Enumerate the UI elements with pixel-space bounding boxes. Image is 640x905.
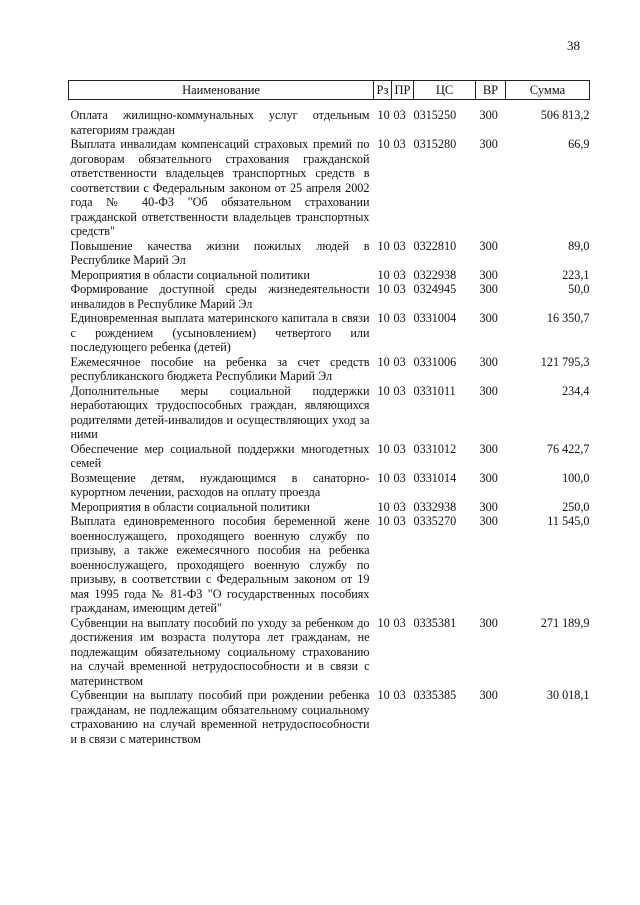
row-cs: 0315250 xyxy=(413,108,457,122)
table-row xyxy=(69,239,590,268)
row-sum: 121 795,3 xyxy=(540,354,590,369)
row-vr: 300 xyxy=(479,354,498,369)
row-vr: 300 xyxy=(479,688,498,702)
row-sum: 76 422,7 xyxy=(546,441,590,456)
row-cs: 0335381 xyxy=(413,615,457,630)
row-vr: 300 xyxy=(479,282,498,296)
row-name: Возмещение детям, нуждающимся в санаторно-курортном лечении, расходов на оплату проезда xyxy=(70,470,370,499)
header-sum: Сумма xyxy=(506,81,590,100)
row-sum: 506 813,2 xyxy=(540,108,590,122)
row-cs: 0322810 xyxy=(413,238,457,253)
header-vr: ВР xyxy=(476,81,506,100)
row-rz: 10 xyxy=(377,615,390,630)
row-rz: 10 xyxy=(377,282,390,296)
row-cs: 0331014 xyxy=(413,470,457,485)
row-rz: 10 xyxy=(377,354,390,369)
row-name: Формирование доступной среды жизнедеятельности инвалидов в Республике Марий Эл xyxy=(70,282,370,311)
row-name: Выплата инвалидам компенсаций страховых премий по договорам обязательного страхования гражданской ответственности владельцев транспортных средств в соответствии с Федеральным законом от 25 апреля 2002 года № 40-ФЗ "Об обязательном страховании гражданской ответственности владельцев транспортных средств" xyxy=(70,137,370,238)
row-name: Ежемесячное пособие на ребенка за счет средств республиканского бюджета Республики Марий Эл xyxy=(70,354,370,383)
row-name: Оплата жилищно-коммунальных услуг отдельным категориям граждан xyxy=(70,108,370,137)
table-row xyxy=(69,100,590,138)
row-sum: 89,0 xyxy=(568,238,590,253)
row-rz: 10 xyxy=(377,383,390,398)
table-row xyxy=(69,616,590,689)
table-row xyxy=(69,311,590,355)
table-row xyxy=(69,688,590,746)
row-cs: 0331006 xyxy=(413,354,457,369)
row-pr: 03 xyxy=(393,267,406,282)
row-pr: 03 xyxy=(393,383,406,398)
row-pr: 03 xyxy=(393,499,406,514)
row-rz: 10 xyxy=(377,499,390,514)
row-name: Дополнительные меры социальной поддержки неработающих трудоспособных граждан, являющихся родителями детей-инвалидов и осуществляющих уход за ними xyxy=(70,383,370,441)
row-sum: 16 350,7 xyxy=(546,311,590,325)
row-name: Обеспечение мер социальной поддержки многодетных семей xyxy=(70,441,370,470)
row-sum: 234,4 xyxy=(562,383,590,398)
row-sum: 250,0 xyxy=(562,499,590,514)
row-cs: 0331004 xyxy=(413,311,457,325)
row-sum: 66,9 xyxy=(568,137,590,151)
row-name: Субвенции на выплату пособий по уходу за ребенком до достижения им возраста полутора лет гражданам, не подлежащим обязательному социальному страхованию на случай временной нетрудоспособности и в связи с материнством xyxy=(70,615,370,688)
page-number: 38 xyxy=(567,38,580,53)
row-name: Повышение качества жизни пожилых людей в Республике Марий Эл xyxy=(70,238,370,267)
row-rz: 10 xyxy=(377,137,390,151)
row-name: Выплата единовременного пособия беременной жене военнослужащего, проходящего военную службу по призыву, а также ежемесячного пособия на ребенка военнослужащего, проходящего военную службу по призыву, в соответствии с Федеральным законом от 19 мая 1995 года № 81-ФЗ "О государственных пособиях гражданам, имеющим детей" xyxy=(70,514,370,615)
row-cs: 0324945 xyxy=(413,282,457,296)
row-pr: 03 xyxy=(393,514,406,528)
row-pr: 03 xyxy=(393,137,406,151)
row-pr: 03 xyxy=(393,282,406,296)
row-rz: 10 xyxy=(377,688,390,702)
header-name: Наименование xyxy=(69,81,374,100)
row-pr: 03 xyxy=(393,311,406,325)
header-cs: ЦС xyxy=(414,81,476,100)
row-rz: 10 xyxy=(377,108,390,122)
row-rz: 10 xyxy=(377,267,390,282)
row-sum: 271 189,9 xyxy=(540,615,590,630)
row-rz: 10 xyxy=(377,311,390,325)
row-vr: 300 xyxy=(479,137,498,151)
row-cs: 0335270 xyxy=(413,514,457,528)
row-cs: 0315280 xyxy=(413,137,457,151)
header-rz: Рз xyxy=(374,81,392,100)
table-row xyxy=(69,514,590,616)
row-name: Мероприятия в области социальной политики xyxy=(70,499,310,514)
row-sum: 11 545,0 xyxy=(547,514,590,528)
row-rz: 10 xyxy=(377,238,390,253)
row-vr: 300 xyxy=(479,499,498,514)
table-header-row xyxy=(69,81,590,100)
row-cs: 0335385 xyxy=(413,688,457,702)
row-cs: 0332938 xyxy=(413,499,457,514)
table-row xyxy=(69,442,590,471)
table-row xyxy=(69,282,590,311)
row-name: Субвенции на выплату пособий при рождении ребенка гражданам, не подлежащим обязательному социальному страхованию на случай временной нетрудоспособности и в связи с материнством xyxy=(70,688,370,746)
row-pr: 03 xyxy=(393,688,406,702)
row-pr: 03 xyxy=(393,615,406,630)
row-cs: 0322938 xyxy=(413,267,457,282)
row-cs: 0331012 xyxy=(413,441,457,456)
row-vr: 300 xyxy=(479,470,498,485)
budget-table xyxy=(68,80,590,746)
row-pr: 03 xyxy=(393,108,406,122)
row-vr: 300 xyxy=(479,514,498,528)
row-pr: 03 xyxy=(393,470,406,485)
row-pr: 03 xyxy=(393,238,406,253)
table-row xyxy=(69,137,590,239)
table-row xyxy=(69,355,590,384)
row-rz: 10 xyxy=(377,470,390,485)
row-rz: 10 xyxy=(377,441,390,456)
table-row xyxy=(69,500,590,515)
row-vr: 300 xyxy=(479,615,498,630)
row-sum: 100,0 xyxy=(562,470,590,485)
row-vr: 300 xyxy=(479,238,498,253)
row-name: Единовременная выплата материнского капитала в связи с рождением (усыновлением) четвертого или последующего ребенка (детей) xyxy=(70,311,370,354)
table-row xyxy=(69,268,590,283)
row-pr: 03 xyxy=(393,354,406,369)
row-sum: 30 018,1 xyxy=(546,688,590,702)
row-vr: 300 xyxy=(479,383,498,398)
row-cs: 0331011 xyxy=(413,383,456,398)
row-vr: 300 xyxy=(479,311,498,325)
row-name: Мероприятия в области социальной политики xyxy=(70,267,310,282)
row-vr: 300 xyxy=(479,441,498,456)
row-vr: 300 xyxy=(479,267,498,282)
table-row xyxy=(69,384,590,442)
header-pr: ПР xyxy=(392,81,414,100)
table-row xyxy=(69,471,590,500)
row-rz: 10 xyxy=(377,514,390,528)
row-vr: 300 xyxy=(479,108,498,122)
row-sum: 223,1 xyxy=(562,267,590,282)
row-sum: 50,0 xyxy=(568,282,590,296)
row-pr: 03 xyxy=(393,441,406,456)
